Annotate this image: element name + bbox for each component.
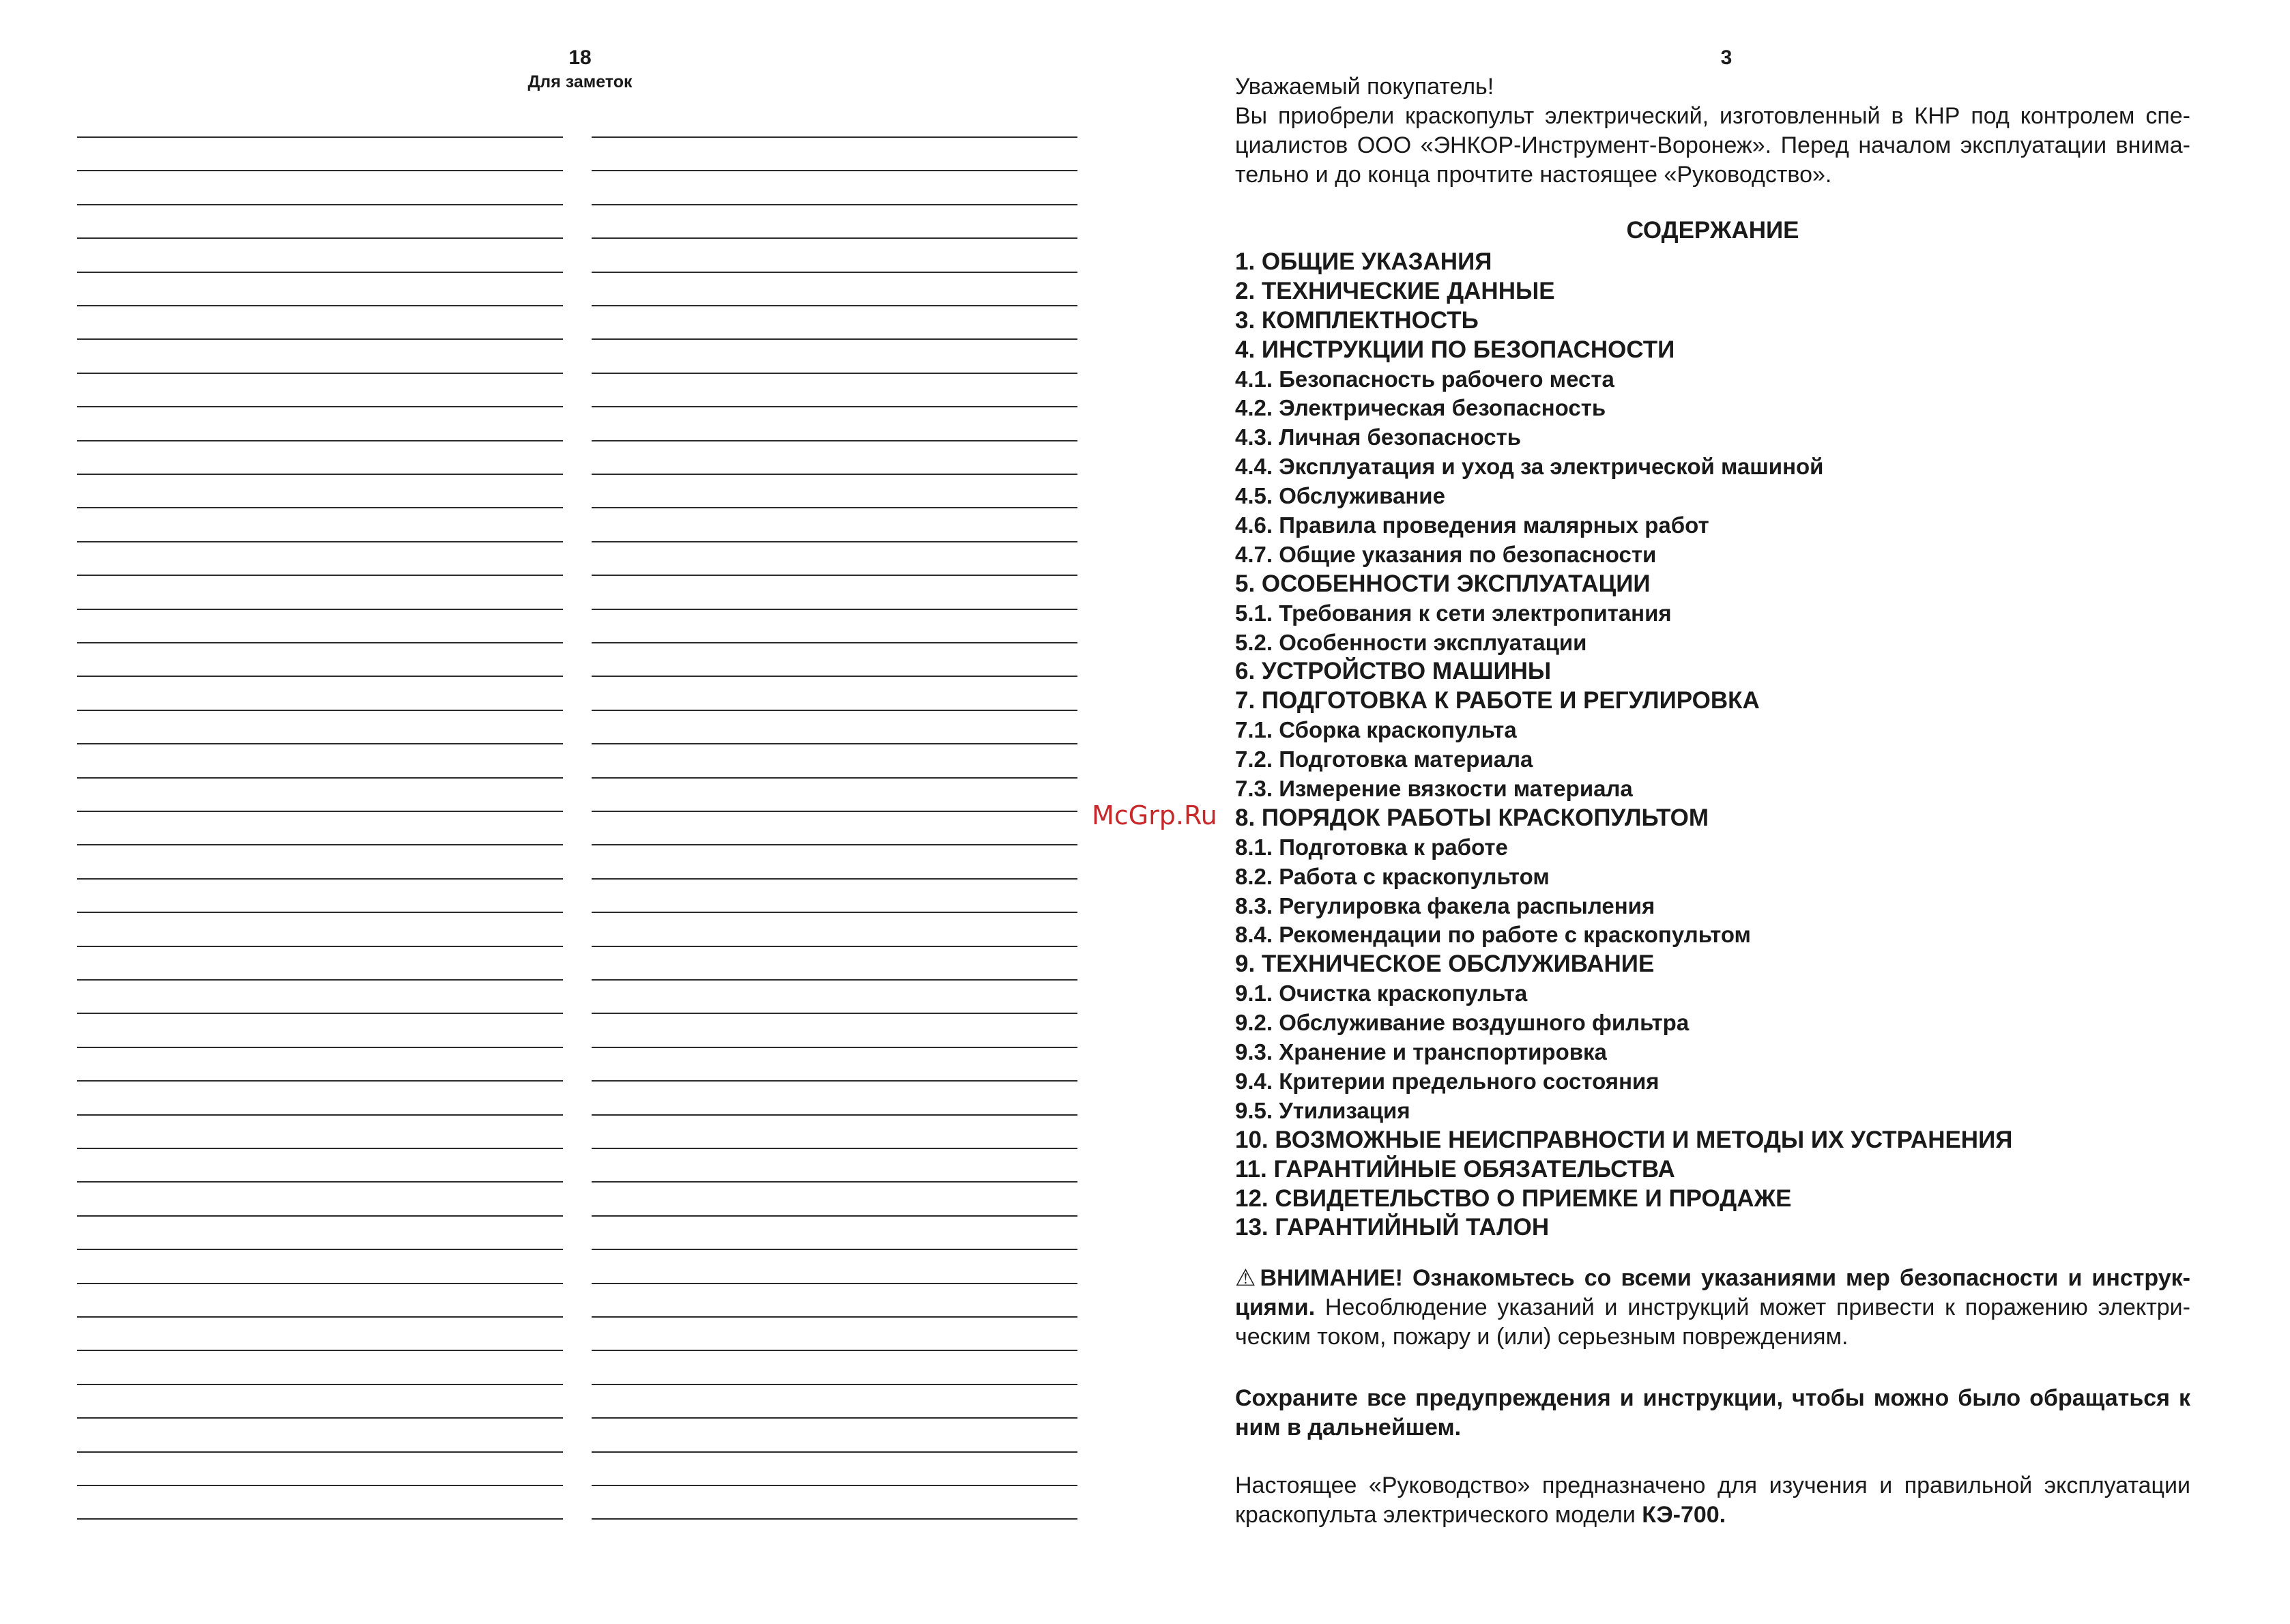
ruled-line bbox=[592, 844, 1077, 845]
ruled-line bbox=[592, 1417, 1077, 1419]
ruled-line bbox=[77, 541, 563, 542]
toc-item: 9.3. Хранение и транспортировка bbox=[1235, 1039, 1607, 1065]
toc-item: 7.2. Подготовка материала bbox=[1235, 746, 1533, 772]
ruled-line bbox=[592, 609, 1077, 610]
toc-item: 7.3. Измерение вязкости материала bbox=[1235, 776, 1633, 802]
ruled-line bbox=[77, 1518, 563, 1520]
toc-item: 4.6. Правила проведения малярных работ bbox=[1235, 512, 1709, 538]
toc-item: 8.1. Подготовка к работе bbox=[1235, 834, 1508, 860]
ruled-line bbox=[77, 743, 563, 744]
ruled-line bbox=[592, 878, 1077, 880]
ruled-line bbox=[592, 1013, 1077, 1014]
toc-item: 4.5. Обслуживание bbox=[1235, 483, 1445, 509]
right-page-contents bbox=[1146, 0, 2290, 1624]
ruled-line bbox=[592, 136, 1077, 138]
toc-item: 2. ТЕХНИЧЕСКИЕ ДАННЫЕ bbox=[1235, 277, 1555, 304]
ruled-line bbox=[77, 979, 563, 981]
intro-line: тельно и до конца прочтите настоящее «Руководство». bbox=[1235, 162, 1832, 188]
ruled-line bbox=[592, 1518, 1077, 1520]
toc-item: 9. ТЕХНИЧЕСКОЕ ОБСЛУЖИВАНИЕ bbox=[1235, 951, 1655, 978]
ruled-line bbox=[77, 1047, 563, 1048]
table-of-contents bbox=[1235, 248, 2190, 1243]
ruled-line bbox=[77, 878, 563, 880]
toc-item: 4.1. Безопасность рабочего места bbox=[1235, 366, 1614, 392]
intro-paragraph bbox=[1235, 72, 2190, 190]
toc-item: 13. ГАРАНТИЙНЫЙ ТАЛОН bbox=[1235, 1214, 1550, 1241]
toc-item: 12. СВИДЕТЕЛЬСТВО О ПРИЕМКЕ И ПРОДАЖЕ bbox=[1235, 1185, 1792, 1212]
toc-item: 11. ГАРАНТИЙНЫЕ ОБЯЗАТЕЛЬСТВА bbox=[1235, 1155, 1675, 1183]
ruled-line bbox=[592, 642, 1077, 643]
warning-paragraph bbox=[1235, 1264, 2190, 1352]
ruled-line bbox=[592, 575, 1077, 576]
toc-item: 9.4. Критерии предельного состояния bbox=[1235, 1068, 1659, 1094]
ruled-line bbox=[77, 474, 563, 475]
toc-item: 5. ОСОБЕННОСТИ ЭКСПЛУАТАЦИИ bbox=[1235, 570, 1651, 597]
toc-item: 7. ПОДГОТОВКА К РАБОТЕ И РЕГУЛИРОВКА bbox=[1235, 687, 1760, 714]
ruled-line bbox=[592, 1249, 1077, 1250]
left-page-notes bbox=[0, 0, 1119, 1624]
ruled-line bbox=[592, 305, 1077, 306]
warning-bold-text: ВНИМАНИЕ! Ознакомьтесь со всеми указаниями мер безопасности и инструк- bbox=[1260, 1265, 2190, 1291]
ruled-line bbox=[77, 777, 563, 779]
ruled-lines-left-column bbox=[77, 136, 563, 1569]
ruled-line bbox=[77, 1215, 563, 1217]
ruled-line bbox=[592, 507, 1077, 508]
ruled-line bbox=[592, 1316, 1077, 1318]
ruled-line bbox=[77, 1181, 563, 1183]
page-number-right: 3 bbox=[1720, 46, 1733, 69]
ruled-line bbox=[592, 811, 1077, 812]
intro-line: Вы приобрели краскопульт электрический, изготовленный в КНР под контролем спе- bbox=[1235, 103, 2190, 129]
ruled-line bbox=[592, 912, 1077, 913]
ruled-line bbox=[77, 1316, 563, 1318]
warning-text: ческим током, пожару и (или) серьезным повреждениям. bbox=[1235, 1324, 1849, 1350]
ruled-line bbox=[77, 305, 563, 306]
ruled-line bbox=[77, 710, 563, 711]
ruled-line bbox=[77, 844, 563, 845]
ruled-line bbox=[592, 1451, 1077, 1453]
ruled-line bbox=[77, 1417, 563, 1419]
notes-heading: Для заметок bbox=[527, 72, 633, 91]
greeting-line: Уважаемый покупатель! bbox=[1235, 74, 1494, 100]
warning-triangle-icon: ⚠ bbox=[1235, 1265, 1256, 1291]
ruled-line bbox=[592, 204, 1077, 205]
toc-item: 4.7. Общие указания по безопасности bbox=[1235, 541, 1657, 567]
ruled-line bbox=[592, 541, 1077, 542]
ruled-line bbox=[592, 1283, 1077, 1284]
ruled-line bbox=[592, 373, 1077, 374]
ruled-line bbox=[592, 440, 1077, 441]
toc-item: 9.2. Обслуживание воздушного фильтра bbox=[1235, 1010, 1690, 1036]
ruled-line bbox=[592, 1047, 1077, 1048]
ruled-line bbox=[592, 474, 1077, 475]
toc-item: 4.3. Личная безопасность bbox=[1235, 424, 1522, 450]
ruled-line bbox=[592, 237, 1077, 239]
purpose-line: Настоящее «Руководство» предназначено для изучения и правильной эксплуатации bbox=[1235, 1473, 2190, 1498]
ruled-line bbox=[77, 373, 563, 374]
watermark: McGrp.Ru bbox=[1092, 800, 1217, 830]
ruled-line bbox=[77, 237, 563, 239]
ruled-line bbox=[77, 676, 563, 677]
ruled-line bbox=[592, 1350, 1077, 1351]
toc-item: 8.3. Регулировка факела распыления bbox=[1235, 893, 1655, 918]
save-note-line: Сохраните все предупреждения и инструкции, чтобы можно было обращаться к bbox=[1235, 1385, 2190, 1411]
intro-line: циалистов ООО «ЭНКОР-Инструмент-Воронеж». Перед началом эксплуатации внима- bbox=[1235, 132, 2190, 158]
ruled-line bbox=[592, 170, 1077, 171]
ruled-line bbox=[77, 507, 563, 508]
toc-title: СОДЕРЖАНИЕ bbox=[1626, 217, 1799, 244]
model-name: КЭ-700. bbox=[1642, 1502, 1726, 1528]
toc-item: 4.4. Эксплуатация и уход за электрической машиной bbox=[1235, 454, 1824, 480]
ruled-line bbox=[77, 1485, 563, 1486]
toc-item: 4. ИНСТРУКЦИИ ПО БЕЗОПАСНОСТИ bbox=[1235, 336, 1675, 363]
toc-item: 8. ПОРЯДОК РАБОТЫ КРАСКОПУЛЬТОМ bbox=[1235, 804, 1709, 831]
ruled-line bbox=[592, 743, 1077, 744]
ruled-line bbox=[77, 338, 563, 340]
ruled-line bbox=[77, 575, 563, 576]
ruled-line bbox=[592, 676, 1077, 677]
purpose-line: краскопульта электрического модели bbox=[1235, 1502, 1642, 1528]
toc-item: 4.2. Электрическая безопасность bbox=[1235, 395, 1606, 421]
ruled-line bbox=[77, 946, 563, 947]
ruled-line bbox=[77, 272, 563, 273]
ruled-line bbox=[77, 642, 563, 643]
ruled-line bbox=[77, 204, 563, 205]
toc-item: 7.1. Сборка краскопульта bbox=[1235, 717, 1517, 743]
ruled-line bbox=[77, 1451, 563, 1453]
ruled-line bbox=[77, 1384, 563, 1385]
ruled-line bbox=[77, 1114, 563, 1116]
purpose-paragraph bbox=[1235, 1471, 2190, 1530]
ruled-line bbox=[77, 136, 563, 138]
toc-item: 8.4. Рекомендации по работе с краскопультом bbox=[1235, 922, 1751, 948]
ruled-line bbox=[592, 338, 1077, 340]
warning-bold-text: циями. bbox=[1235, 1294, 1316, 1320]
ruled-line bbox=[77, 406, 563, 407]
toc-item: 5.1. Требования к сети электропитания bbox=[1235, 600, 1672, 626]
ruled-line bbox=[77, 1249, 563, 1250]
ruled-line bbox=[592, 1384, 1077, 1385]
ruled-line bbox=[592, 406, 1077, 407]
ruled-line bbox=[77, 440, 563, 441]
ruled-line bbox=[592, 1114, 1077, 1116]
ruled-line bbox=[77, 912, 563, 913]
toc-item: 1. ОБЩИЕ УКАЗАНИЯ bbox=[1235, 248, 1492, 275]
ruled-line bbox=[77, 1283, 563, 1284]
ruled-line bbox=[592, 1080, 1077, 1082]
save-instructions-note bbox=[1235, 1384, 2190, 1442]
ruled-line bbox=[592, 272, 1077, 273]
ruled-line bbox=[77, 1080, 563, 1082]
ruled-line bbox=[592, 979, 1077, 981]
page-number-left: 18 bbox=[568, 46, 592, 69]
ruled-line bbox=[77, 1148, 563, 1149]
ruled-line bbox=[77, 609, 563, 610]
ruled-line bbox=[592, 1485, 1077, 1486]
toc-item: 8.2. Работа с краскопультом bbox=[1235, 863, 1550, 889]
toc-item: 10. ВОЗМОЖНЫЕ НЕИСПРАВНОСТИ И МЕТОДЫ ИХ УСТРАНЕНИЯ bbox=[1235, 1126, 2013, 1153]
toc-item: 9.5. Утилизация bbox=[1235, 1097, 1410, 1123]
toc-item: 3. КОМПЛЕКТНОСТЬ bbox=[1235, 306, 1479, 334]
ruled-line bbox=[77, 1350, 563, 1351]
save-note-line: ним в дальнейшем. bbox=[1235, 1415, 1462, 1440]
toc-item: 5.2. Особенности эксплуатации bbox=[1235, 629, 1587, 655]
ruled-line bbox=[592, 946, 1077, 947]
ruled-line bbox=[592, 1148, 1077, 1149]
ruled-line bbox=[592, 1215, 1077, 1217]
ruled-lines-right-column bbox=[592, 136, 1077, 1569]
ruled-line bbox=[592, 777, 1077, 779]
toc-item: 6. УСТРОЙСТВО МАШИНЫ bbox=[1235, 658, 1552, 685]
ruled-line bbox=[592, 1181, 1077, 1183]
ruled-line bbox=[77, 1013, 563, 1014]
ruled-line bbox=[592, 710, 1077, 711]
ruled-line bbox=[77, 170, 563, 171]
ruled-line bbox=[77, 811, 563, 812]
warning-text: Несоблюдение указаний и инструкций может привести к поражению электри- bbox=[1315, 1294, 2190, 1320]
toc-item: 9.1. Очистка краскопульта bbox=[1235, 981, 1528, 1006]
